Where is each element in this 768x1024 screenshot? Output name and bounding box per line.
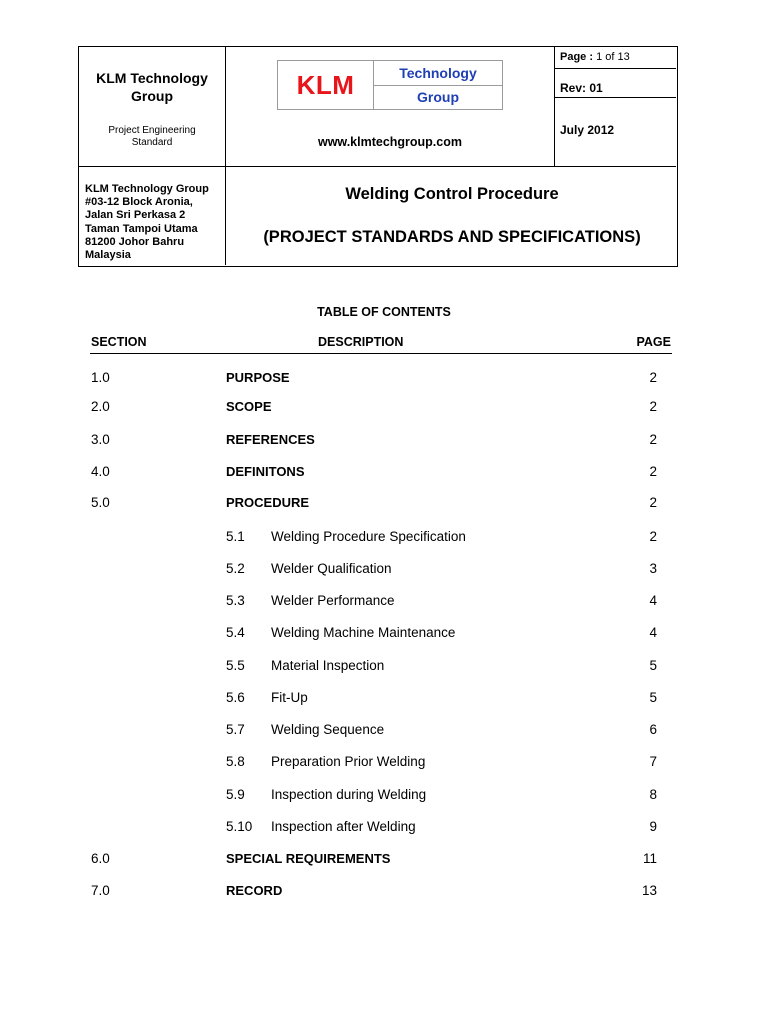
- toc-subentry[interactable]: [0, 529, 768, 547]
- toc-subentry-number: 5.1: [226, 529, 245, 544]
- document-subtitle: (PROJECT STANDARDS AND SPECIFICATIONS): [263, 228, 641, 246]
- toc-col-description: DESCRIPTION: [318, 335, 404, 349]
- header-divider: [79, 166, 676, 167]
- toc-entry[interactable]: [0, 851, 768, 869]
- toc-subentry[interactable]: [0, 690, 768, 708]
- toc-subentry-number: 5.7: [226, 722, 245, 737]
- toc-subentry[interactable]: [0, 754, 768, 772]
- logo-technology-text: Technology: [374, 61, 502, 86]
- toc-subentry-title: Welding Machine Maintenance: [271, 625, 456, 640]
- toc-subentry[interactable]: [0, 819, 768, 837]
- toc-entry-page: 11: [642, 851, 657, 866]
- revision: Rev: 01: [560, 81, 603, 95]
- toc-subentry-number: 5.10: [226, 819, 253, 834]
- toc-subentry-title: Fit-Up: [271, 690, 308, 705]
- toc-header-rule: [90, 353, 672, 354]
- address-line: KLM Technology Group: [85, 183, 209, 195]
- toc-subentry-page: 9: [649, 819, 657, 834]
- toc-subentry-number: 5.9: [226, 787, 245, 802]
- toc-subentry-number: 5.4: [226, 625, 245, 640]
- address-line: Malaysia: [85, 249, 131, 262]
- company-name-line: Group: [131, 88, 173, 104]
- toc-subentry[interactable]: [0, 561, 768, 579]
- toc-subentry[interactable]: [0, 722, 768, 740]
- toc-subentry-page: 5: [649, 690, 657, 705]
- toc-subentry[interactable]: [0, 787, 768, 805]
- toc-entry[interactable]: [0, 495, 768, 513]
- toc-subentry-title: Material Inspection: [271, 658, 385, 673]
- toc-subentry-page: 8: [649, 787, 657, 802]
- toc-entry-page: 2: [649, 432, 657, 447]
- toc-subentry-title: Inspection after Welding: [271, 819, 416, 834]
- toc-entry-number: 4.0: [91, 464, 110, 479]
- company-subtitle-line: Project Engineering: [108, 125, 196, 136]
- page-number: [560, 51, 630, 63]
- toc-entry-page: 13: [641, 883, 657, 898]
- address-line: #03-12 Block Aronia,: [85, 196, 193, 209]
- address-line: 81200 Johor Bahru: [85, 235, 185, 248]
- toc-subentry-page: 3: [649, 561, 657, 576]
- header-divider: [554, 47, 555, 166]
- toc-entry-number: 6.0: [91, 851, 110, 866]
- toc-title: TABLE OF CONTENTS: [317, 305, 451, 319]
- toc-subentry-number: 5.2: [226, 561, 245, 576]
- toc-entry-number: 2.0: [91, 399, 110, 414]
- toc-entry-title: RECORD: [226, 883, 283, 898]
- toc-subentry-page: 2: [649, 529, 657, 544]
- document-title: Welding Control Procedure: [345, 185, 559, 203]
- document-header: [78, 46, 678, 267]
- toc-subentry-number: 5.3: [226, 593, 245, 608]
- toc-entry[interactable]: [0, 399, 768, 417]
- address-line: Jalan Sri Perkasa 2: [85, 209, 186, 222]
- toc-subentry-page: 7: [649, 754, 657, 769]
- toc-col-section: SECTION: [91, 335, 147, 349]
- issue-date: July 2012: [560, 123, 615, 137]
- toc-entry-title: SCOPE: [226, 399, 272, 414]
- toc-entry-title: PURPOSE: [226, 370, 290, 385]
- header-divider: [554, 68, 676, 69]
- toc-entry-title: PROCEDURE: [226, 495, 310, 510]
- toc-subentry-page: 4: [649, 593, 657, 608]
- page-value: 1 of 13: [596, 51, 630, 63]
- toc-subentry-title: Welding Sequence: [271, 722, 385, 737]
- toc-subentry-page: 4: [649, 625, 657, 640]
- toc-col-page: PAGE: [636, 335, 671, 349]
- toc-subentry-title: Preparation Prior Welding: [271, 754, 426, 769]
- company-subtitle-line: Standard: [131, 137, 173, 148]
- website-link[interactable]: www.klmtechgroup.com: [317, 135, 462, 149]
- toc-entry-title: DEFINITONS: [226, 464, 305, 479]
- logo-group-text: Group: [417, 89, 459, 106]
- toc-subentry[interactable]: [0, 593, 768, 611]
- toc-entry-page: 2: [649, 495, 657, 510]
- company-address: [85, 183, 225, 262]
- toc-subentry-title: Welder Qualification: [271, 561, 392, 576]
- header-divider: [554, 97, 676, 98]
- logo-klm-text: KLM: [278, 61, 374, 109]
- toc-entry[interactable]: [0, 883, 768, 901]
- toc-subentry[interactable]: [0, 625, 768, 643]
- klm-logo: [277, 60, 503, 110]
- company-name: [79, 69, 225, 105]
- page-label: Page :: [560, 51, 594, 63]
- toc-entry-title: REFERENCES: [226, 432, 315, 447]
- toc-entry-number: 7.0: [91, 883, 110, 898]
- toc-subentry-title: Welding Procedure Specification: [271, 529, 466, 544]
- toc-entry[interactable]: [0, 464, 768, 482]
- toc-entry[interactable]: [0, 432, 768, 450]
- toc-subentry-number: 5.8: [226, 754, 245, 769]
- toc-subentry-number: 5.6: [226, 690, 245, 705]
- company-subtitle: [79, 125, 225, 149]
- toc-subentry-number: 5.5: [226, 658, 245, 673]
- logo-right-block: [374, 61, 502, 109]
- toc-entry-page: 2: [649, 370, 657, 385]
- toc-entry-number: 1.0: [91, 370, 110, 385]
- toc-entry-title: SPECIAL REQUIREMENTS: [226, 851, 391, 866]
- toc-subentry-title: Inspection during Welding: [271, 787, 427, 802]
- company-name-line: KLM Technology: [96, 70, 208, 86]
- toc-subentry-page: 5: [649, 658, 657, 673]
- toc-entry[interactable]: [0, 370, 768, 388]
- toc-subentry-title: Welder Performance: [271, 593, 395, 608]
- toc-entry-number: 3.0: [91, 432, 110, 447]
- toc-subentry-page: 6: [649, 722, 657, 737]
- address-line: Taman Tampoi Utama: [85, 222, 198, 235]
- toc-entry-page: 2: [649, 464, 657, 479]
- toc-entry-number: 5.0: [91, 495, 110, 510]
- toc-subentry[interactable]: [0, 658, 768, 676]
- toc-entry-page: 2: [649, 399, 657, 414]
